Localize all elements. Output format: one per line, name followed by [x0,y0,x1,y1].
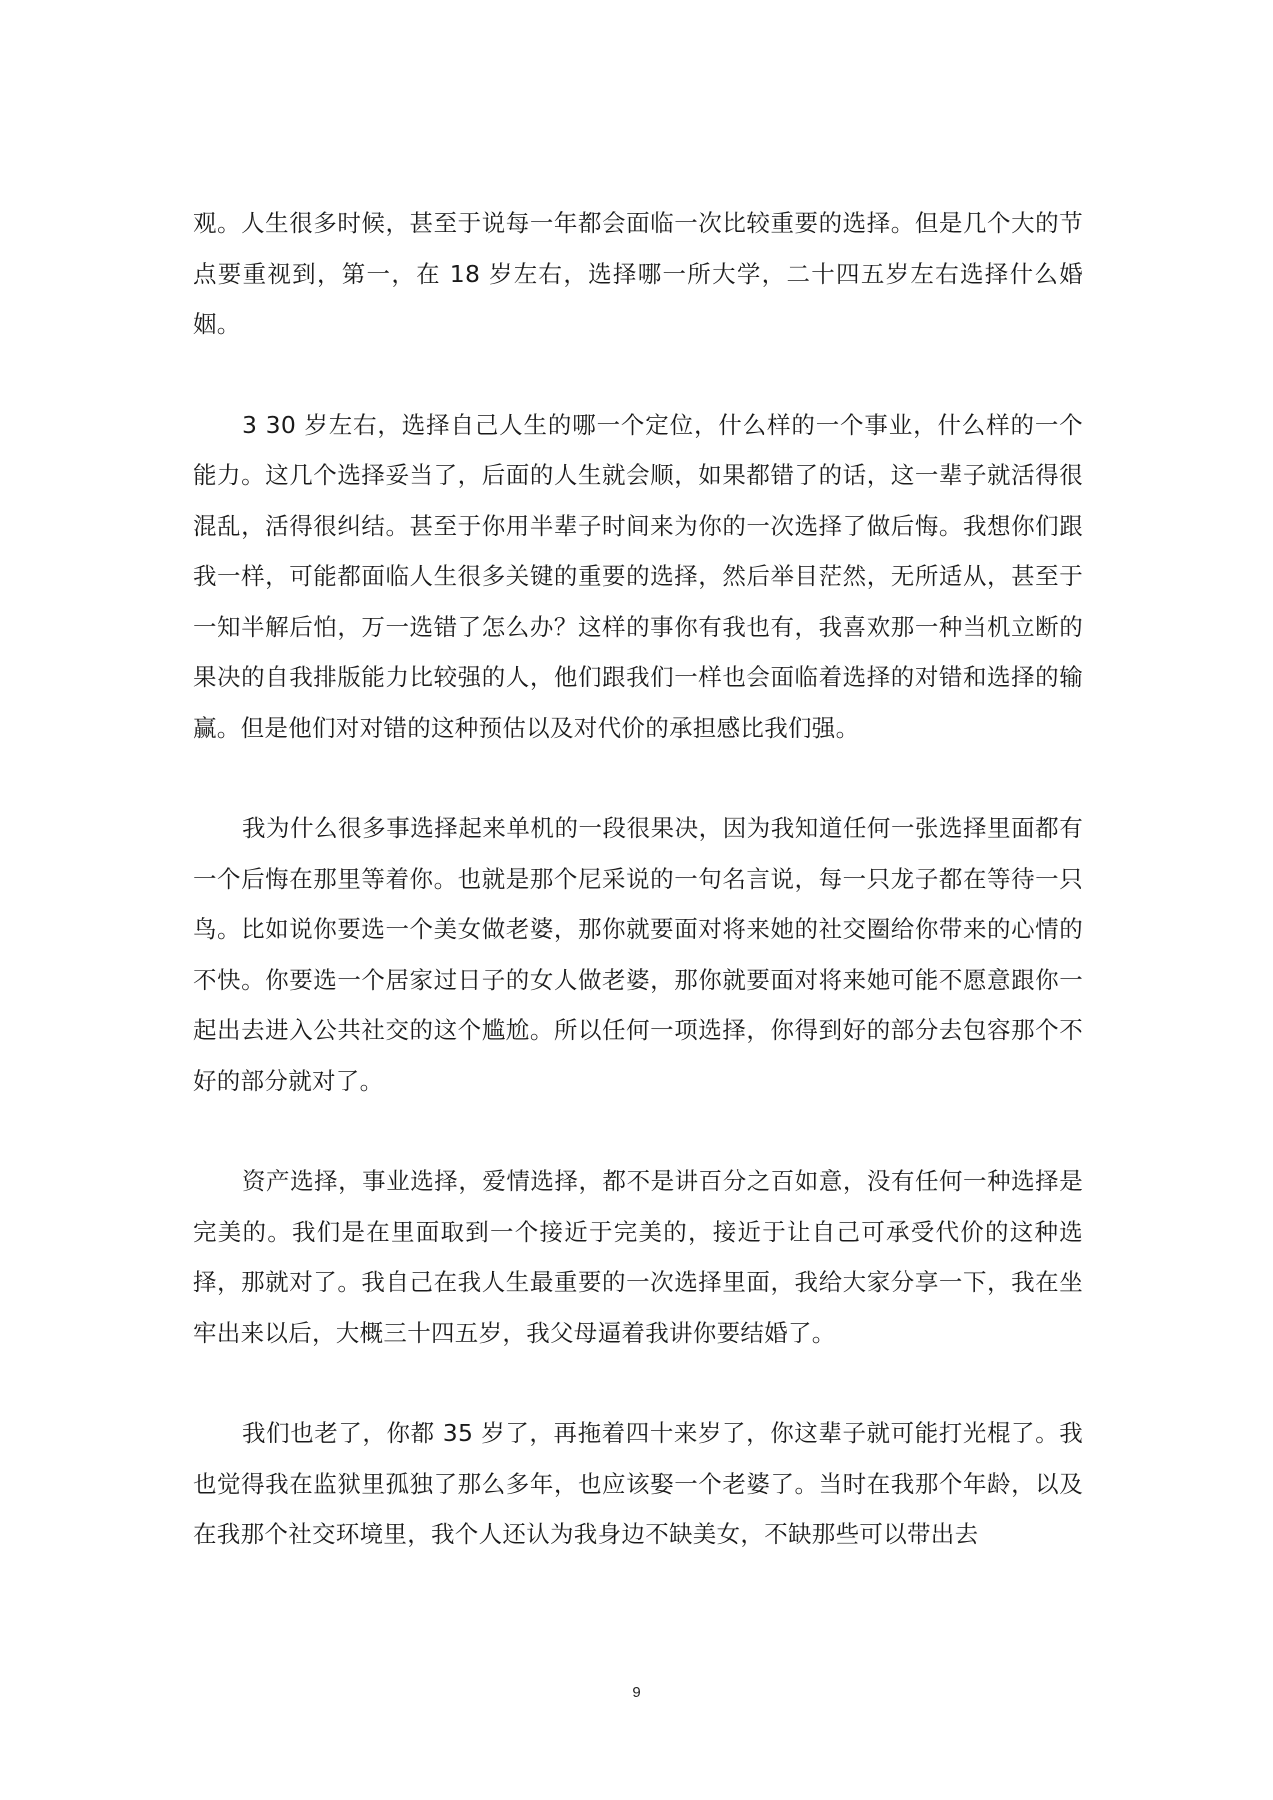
page-number: 9 [632,1684,641,1701]
paragraph-gap [193,1358,1083,1408]
paragraph-gap [193,350,1083,400]
paragraph-5: 我们也老了，你都 35 岁了，再拖着四十来岁了，你这辈子就可能打光棍了。我也觉得我在监狱里孤独了那么多年，也应该娶一个老婆了。当时在我那个年龄，以及在我那个社交环境里，我个人还认为我身边不缺美女，不缺那些可以带出去 [193,1419,1083,1548]
paragraph-gap [193,1106,1083,1156]
paragraph-gap [193,753,1083,803]
paragraph-1: 观。人生很多时候，甚至于说每一年都会面临一次比较重要的选择。但是几个大的节点要重视到，第一，在 18 岁左右，选择哪一所大学，二十四五岁左右选择什么婚姻。 [193,209,1083,338]
page-body [193,198,1083,1560]
paragraph-3: 我为什么很多事选择起来单机的一段很果决，因为我知道任何一张选择里面都有一个后悔在那里等着你。也就是那个尼采说的一句名言说，每一只龙子都在等待一只鸟。比如说你要选一个美女做老婆，那你就要面对将来她的社交圈给你带来的心情的不快。你要选一个居家过日子的女人做老婆，那你就要面对将来她可能不愿意跟你一起出去进入公共社交的这个尴尬。所以任何一项选择，你得到好的部分去包容那个不好的部分就对了。 [193,814,1083,1095]
paragraph-2: 3 30 岁左右，选择自己人生的哪一个定位，什么样的一个事业，什么样的一个能力。这几个选择妥当了，后面的人生就会顺，如果都错了的话，这一辈子就活得很混乱，活得很纠结。甚至于你用半辈子时间来为你的一次选择了做后悔。我想你们跟我一样，可能都面临人生很多关键的重要的选择，然后举目茫然，无所适从，甚至于一知半解后怕，万一选错了怎么办？这样的事你有我也有，我喜欢那一种当机立断的果决的自我排版能力比较强的人，他们跟我们一样也会面临着选择的对错和选择的输赢。但是他们对对错的这种预估以及对代价的承担感比我们强。 [193,410,1083,742]
paragraph-4: 资产选择，事业选择，爱情选择，都不是讲百分之百如意，没有任何一种选择是完美的。我们是在里面取到一个接近于完美的，接近于让自己可承受代价的这种选择，那就对了。我自己在我人生最重要的一次选择里面，我给大家分享一下，我在坐牢出来以后，大概三十四五岁，我父母逼着我讲你要结婚了。 [193,1167,1083,1347]
